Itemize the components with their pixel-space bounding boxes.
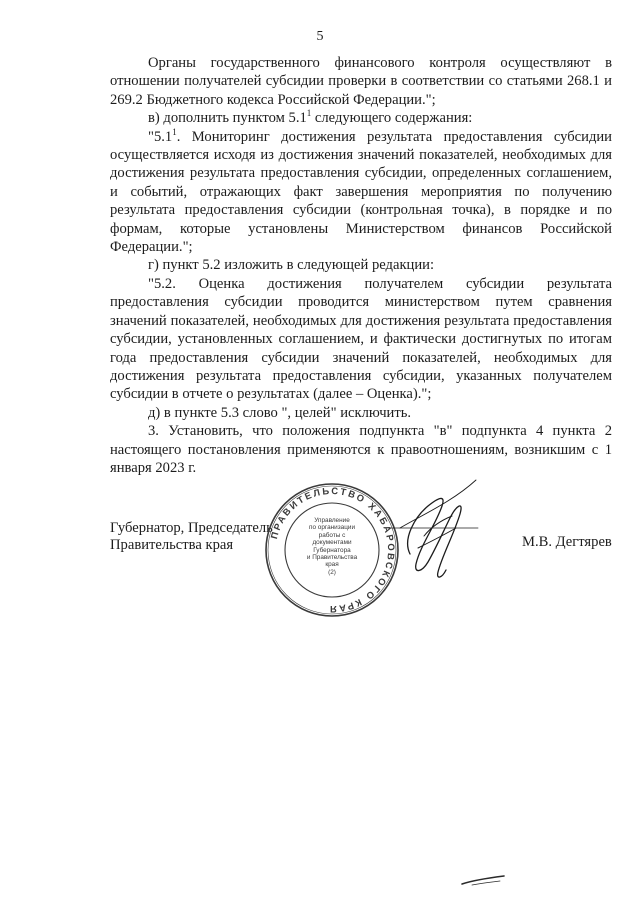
signatory-title-line: Правительства края bbox=[110, 537, 234, 553]
page-number: 5 bbox=[316, 29, 324, 44]
signatory-name: М.В. Дегтярев bbox=[522, 534, 612, 550]
paragraph-text: в) дополнить пунктом 5.1 bbox=[148, 110, 307, 127]
seal-inner-line: по организации bbox=[308, 524, 356, 532]
scan-mark-icon bbox=[458, 870, 508, 890]
superscript: 1 bbox=[306, 108, 312, 119]
seal-ring-text: ПРАВИТЕЛЬСТВО ХАБАРОВСКОГО КРАЯ bbox=[268, 484, 398, 616]
paragraph-text: "5.1 bbox=[148, 128, 173, 145]
signatory-title-line: Губернатор, Председатель bbox=[110, 520, 273, 536]
handwritten-signature-icon bbox=[380, 476, 480, 596]
official-seal-icon bbox=[262, 480, 402, 620]
svg-text:ПРАВИТЕЛЬСТВО ХАБАРОВСКОГО КРА bbox=[268, 485, 397, 615]
seal-inner-text bbox=[300, 517, 364, 576]
seal-inner-line: работы с документами bbox=[312, 531, 352, 547]
seal-inner-line: Губернатора bbox=[313, 546, 351, 554]
seal-inner-line: и Правительства bbox=[306, 554, 358, 562]
paragraph-clause-5-1 bbox=[110, 128, 612, 257]
superscript: 1 bbox=[172, 126, 177, 137]
seal-inner-line: (2) bbox=[328, 568, 336, 576]
signatory-title bbox=[110, 520, 310, 554]
document-body bbox=[110, 54, 612, 477]
seal-inner-line: края bbox=[325, 561, 339, 569]
paragraph-add-5-1 bbox=[110, 109, 612, 127]
paragraph-text: . Мониторинг достижения результата предоставления субсидии осуществляется исходя из достижения значений показателей, необходимых для достижения результата предоставления субсидии, определенных соглашением, и событий, отражающих факт завершения мероприятия по получению результата предоставления субсидии (контрольная точка), в порядке и по формам, которые установлены Министерством финансов Российской Федерации."; bbox=[110, 128, 612, 256]
paragraph-clause-5-3: д) в пункте 5.3 слово ", целей" исключить. bbox=[148, 404, 412, 421]
paragraph-control-bodies: Органы государственного финансового контроля осуществляют в отношении получателей субсидии проверки в соответствии со статьями 268.1 и 269.2 Бюджетного кодекса Российской Федерации."; bbox=[110, 55, 612, 108]
paragraph-edit-5-2: г) пункт 5.2 изложить в следующей редакции: bbox=[148, 257, 435, 274]
paragraph-clause-5-2: "5.2. Оценка достижения получателем субсидии результата предоставления субсидии проводится министерством путем сравнения значений показателей, необходимых для достижения результата предоставления субсидии, установленных соглашением, и фактически достигнутых по итогам года предоставления субсидии значений показателей, необходимых для достижения результата предоставления субсидии, указанных получателем субсидии в отчете о результатах (далее – Оценка)."; bbox=[110, 275, 612, 403]
paragraph-item-3: 3. Установить, что положения подпункта "в" подпункта 4 пункта 2 настоящего постановления применяются к правоотношениям, возникшим с 1 января 2023 г. bbox=[110, 423, 612, 476]
seal-inner-line: Управление bbox=[314, 517, 350, 524]
paragraph-text: следующего содержания: bbox=[311, 110, 473, 127]
